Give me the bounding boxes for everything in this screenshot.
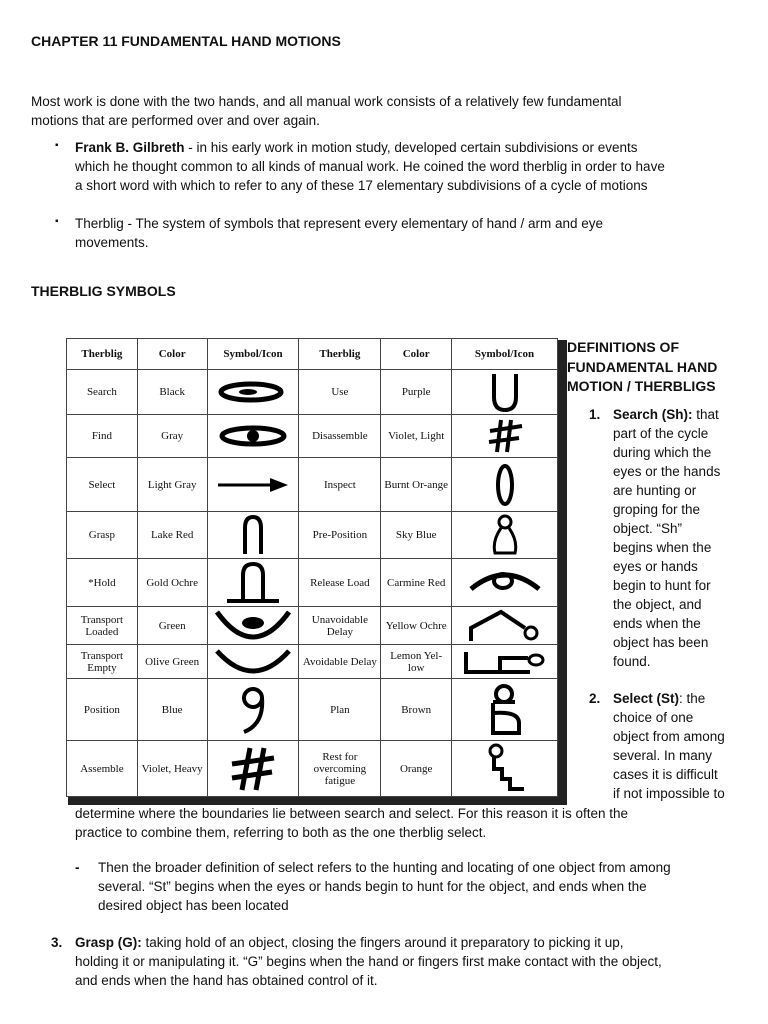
find-icon (207, 415, 299, 458)
therblig-cell: Transport Empty (67, 645, 138, 679)
definition-term: Select (St) (613, 691, 680, 706)
color-cell: Orange (381, 741, 452, 797)
definition-text: object from among (613, 729, 725, 744)
therblig-cell: Find (67, 415, 138, 458)
definition-text: begin to hunt for (613, 578, 711, 593)
column-header: Therblig (299, 339, 381, 370)
color-cell: Purple (381, 370, 452, 415)
definition-number: 2. (589, 691, 601, 706)
color-cell: Black (137, 370, 207, 415)
therblig-cell: Avoidable Delay (299, 645, 381, 679)
transport-loaded-icon (207, 607, 299, 645)
bullet-marker: ▪ (55, 216, 59, 227)
definition-text: during which the (613, 445, 712, 460)
color-cell: Sky Blue (381, 512, 452, 559)
color-cell: Lake Red (137, 512, 207, 559)
bullet-marker: ▪ (55, 140, 59, 151)
column-header: Therblig (67, 339, 138, 370)
color-cell: Gold Ochre (137, 559, 207, 607)
color-cell: Blue (137, 679, 207, 741)
bullet-therblig (75, 214, 755, 252)
definition-text: cases it is difficult (613, 767, 718, 782)
intro-line: Most work is done with the two hands, and all manual work consists of a relatively few fundamental (31, 94, 622, 109)
table-row (67, 415, 558, 458)
column-header: Color (137, 339, 207, 370)
therblig-cell: Grasp (67, 512, 138, 559)
bullet-text: Therblig - The system of symbols that represent every elementary of hand / arm and eye (75, 216, 603, 231)
dash-text: desired object has been located (98, 898, 289, 913)
color-cell: Lemon Yel-low (381, 645, 452, 679)
therblig-cell: Plan (299, 679, 381, 741)
table-row (67, 607, 558, 645)
definition-text: are hunting or (613, 483, 697, 498)
table-row (67, 679, 558, 741)
plan-icon (452, 679, 558, 741)
select-broader-definition (98, 858, 758, 915)
definition-text: ends when the (613, 616, 701, 631)
bullet-gilbreth (75, 138, 755, 195)
therblig-cell: Select (67, 458, 138, 512)
pre-position-icon (452, 512, 558, 559)
definition-text: that (692, 407, 719, 422)
definition-text: and ends when the hand has obtained control of it. (75, 973, 378, 988)
select-arrow-icon (207, 458, 299, 512)
disassemble-icon (452, 415, 558, 458)
definition-text: several. In many (613, 748, 713, 763)
color-cell: Olive Green (137, 645, 207, 679)
definition-text: eyes or hands (613, 559, 698, 574)
color-cell: Violet, Heavy (137, 741, 207, 797)
definition-text: part of the cycle (613, 426, 709, 441)
definition-term: Search (Sh): (613, 407, 693, 422)
column-header: Color (381, 339, 452, 370)
definition-text: taking hold of an object, closing the fingers around it preparatory to picking it up, (141, 935, 624, 950)
definitions-heading-line: MOTION / THERBLIGS (567, 378, 716, 394)
therblig-cell: Search (67, 370, 138, 415)
release-load-icon (452, 559, 558, 607)
continuation-line: determine where the boundaries lie between search and select. For this reason it is often the (75, 806, 629, 821)
definition-text: : the (679, 691, 706, 706)
column-header: Symbol/Icon (452, 339, 558, 370)
therblig-cell: Pre-Position (299, 512, 381, 559)
definition-text: holding it or manipulating it. “G” begins when the hand or fingers first make contact with the object, (75, 954, 662, 969)
therblig-cell: Inspect (299, 458, 381, 512)
color-cell: Gray (137, 415, 207, 458)
therblig-cell: Use (299, 370, 381, 415)
position-icon (207, 679, 299, 741)
avoidable-delay-icon (452, 645, 558, 679)
definitions-heading-line: FUNDAMENTAL HAND (567, 358, 718, 375)
section-heading: THERBLIG SYMBOLS (31, 283, 176, 299)
definition-search (613, 405, 763, 671)
definition-text: object has been (613, 635, 709, 650)
therblig-cell: Rest for overcoming fatigue (299, 741, 381, 797)
table-row (67, 512, 558, 559)
gilbreth-name: Frank B. Gilbreth (75, 140, 185, 155)
definitions-heading-line: DEFINITIONS OF (567, 339, 679, 355)
bullet-text: which he thought common to all kinds of manual work. He coined the word therblig in order to have (75, 159, 665, 174)
table-row (67, 645, 558, 679)
page-title: CHAPTER 11 FUNDAMENTAL HAND MOTIONS (31, 33, 341, 49)
color-cell: Violet, Light (381, 415, 452, 458)
definition-text: if not impossible to (613, 786, 725, 801)
hold-icon (207, 559, 299, 607)
column-header: Symbol/Icon (207, 339, 299, 370)
grasp-icon (207, 512, 299, 559)
table-row (67, 370, 558, 415)
inspect-icon (452, 458, 558, 512)
dash-marker: - (75, 860, 80, 875)
definition-text: found. (613, 654, 651, 669)
definition-text: eyes or the hands (613, 464, 721, 479)
definition-text: begins when the (613, 540, 712, 555)
therblig-cell: Disassemble (299, 415, 381, 458)
transport-empty-icon (207, 645, 299, 679)
table-row (67, 559, 558, 607)
continuation-line: practice to combine them, referring to both as the one therblig select. (75, 825, 487, 840)
rest-icon (452, 741, 558, 797)
assemble-icon (207, 741, 299, 797)
definition-select (613, 689, 763, 803)
definition-number: 1. (589, 407, 601, 422)
definition-text: the object, and (613, 597, 702, 612)
definition-text: groping for the (613, 502, 701, 517)
dash-text: Then the broader definition of select refers to the hunting and locating of one object from among (98, 860, 671, 875)
therblig-cell: Unavoidable Delay (299, 607, 381, 645)
color-cell: Light Gray (137, 458, 207, 512)
definition-text: choice of one (613, 710, 694, 725)
definition-text: object. “Sh” (613, 521, 683, 536)
therblig-table (66, 338, 558, 797)
therblig-cell: Transport Loaded (67, 607, 138, 645)
intro-line: motions that are performed over and over again. (31, 113, 320, 128)
unavoidable-delay-icon (452, 607, 558, 645)
therblig-cell: *Hold (67, 559, 138, 607)
bullet-text: a short word with which to refer to any of these 17 elementary subdivisions of a cycle of motions (75, 178, 648, 193)
color-cell: Burnt Or-ange (381, 458, 452, 512)
definitions-heading (567, 338, 717, 397)
table-shadow (557, 340, 567, 805)
search-icon (207, 370, 299, 415)
bullet-text: movements. (75, 235, 149, 250)
dash-text: several. “St” begins when the eyes or hands begin to hunt for the object, and ends when the (98, 879, 647, 894)
definition-term: Grasp (G): (75, 935, 142, 950)
definition-number: 3. (51, 935, 63, 950)
definition-grasp (75, 933, 760, 990)
color-cell: Green (137, 607, 207, 645)
therblig-cell: Position (67, 679, 138, 741)
select-continuation (75, 804, 755, 842)
color-cell: Brown (381, 679, 452, 741)
table-row (67, 458, 558, 512)
bullet-text: - in his early work in motion study, developed certain subdivisions or events (184, 140, 638, 155)
table-header-row (67, 339, 558, 370)
color-cell: Carmine Red (381, 559, 452, 607)
intro-paragraph (31, 92, 622, 130)
table-row (67, 741, 558, 797)
therblig-cell: Release Load (299, 559, 381, 607)
therblig-cell: Assemble (67, 741, 138, 797)
use-icon (452, 370, 558, 415)
color-cell: Yellow Ochre (381, 607, 452, 645)
